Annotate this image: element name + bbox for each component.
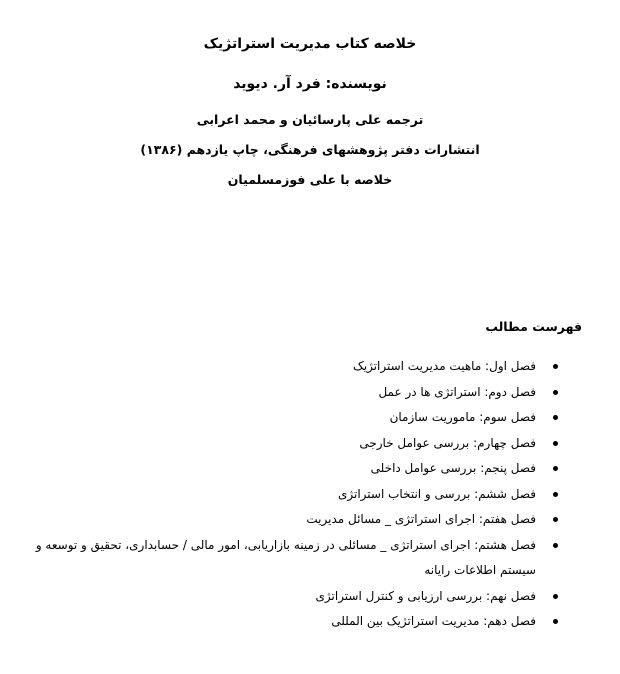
bullet-icon [553,466,558,471]
toc-item [12,431,560,457]
toc-item-label: فصل پنجم: بررسی عوامل داخلی [370,461,536,475]
document-title: خلاصه کتاب مدیریت استراتژیک [203,36,417,52]
toc-item [12,405,560,431]
toc-item [12,482,560,508]
toc-item [12,609,560,635]
summarizer-line: خلاصه با علی فوزمسلمیان [227,172,393,187]
bullet-icon [553,543,558,548]
bullet-icon [553,441,558,446]
toc-item [12,533,560,584]
toc-item-label: فصل نهم: بررسی ارزیابی و کنترل استراتژی [315,588,536,603]
toc-item-label: فصل دوم: استراتژی ها در عمل [378,384,536,399]
toc-item [12,354,560,380]
toc-item [12,507,560,533]
translators-line: ترجمه علی پارسائیان و محمد اعرابی [196,112,424,127]
toc-item-label: فصل چهارم: بررسی عوامل خارجی [359,435,536,450]
toc-item-label: فصل هشتم: اجرای استراتژی _ مسائلی در زمینه بازاریابی، امور مالی / حسابداری، تحقیق و توسعه و سیستم اطلاعات رایانه [35,537,536,577]
bullet-icon [553,517,558,522]
toc-item-label: فصل هفتم: اجرای استراتژی _ مسائل مدیریت [306,512,536,526]
toc-item-label: فصل دهم: مدیریت استراتژیک بین المللی [331,614,536,628]
toc-item [12,380,560,406]
toc-item-label: فصل اول: ماهیت مدیریت استراتژیک [352,359,536,373]
bullet-icon [553,390,558,395]
bullet-icon [553,415,558,420]
bullet-icon [553,492,558,497]
bullet-icon [553,619,558,624]
toc-item-label: فصل سوم: ماموریت سازمان [389,410,536,424]
toc-list [12,354,560,635]
toc-item [12,584,560,610]
toc-item [12,456,560,482]
author-line: نویسنده: فرد آر. دیوید [233,76,387,92]
bullet-icon [553,364,558,369]
toc-item-label: فصل ششم: بررسی و انتخاب استراتژی [337,486,536,501]
bullet-icon [553,594,558,599]
toc-heading: فهرست مطالب [485,319,582,334]
publisher-line: انتشارات دفتر پژوهشهای فرهنگی، چاپ یازدهم (۱۳۸۶) [140,142,480,157]
